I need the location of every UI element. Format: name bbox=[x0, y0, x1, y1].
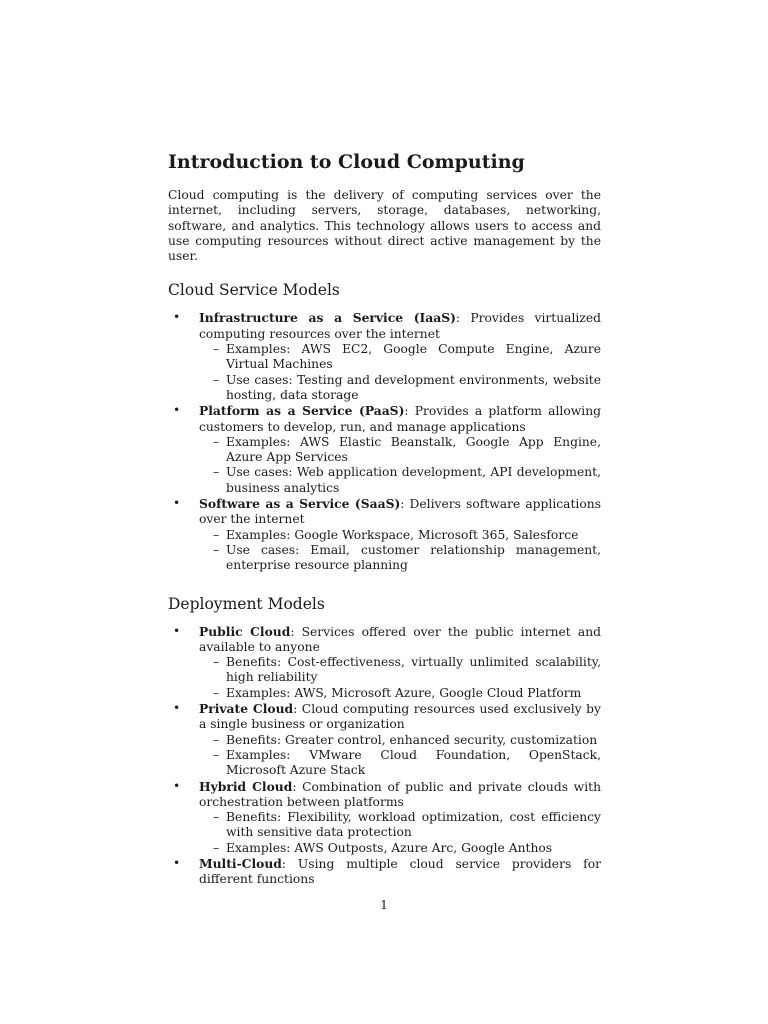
sub-item: – Use cases: Web application development, API development, business analytics bbox=[199, 465, 601, 496]
sub-item: – Benefits: Cost-effectiveness, virtually unlimited scalability, high reliability bbox=[199, 655, 601, 686]
intro-paragraph: Cloud computing is the delivery of computing services over the internet, including servers, storage, databases, networking, software, and analytics. This technology allows users to access and use computing resources without direct active management by the user. bbox=[168, 188, 601, 264]
item-term: Multi-Cloud bbox=[199, 855, 282, 871]
page-number: 1 bbox=[380, 898, 388, 912]
sub-list bbox=[199, 528, 601, 574]
item-term: Hybrid Cloud bbox=[199, 778, 293, 794]
item-description: : Using multiple cloud service providers for different functions bbox=[199, 856, 601, 887]
sub-item: – Benefits: Flexibility, workload optimization, cost efficiency with sensitive data protection bbox=[199, 810, 601, 841]
sub-list bbox=[199, 655, 601, 701]
item-description: : Provides a platform allowing customers to develop, run, and manage applications bbox=[199, 404, 601, 434]
list-item-saas bbox=[168, 496, 601, 573]
sub-list bbox=[199, 733, 601, 779]
sub-item: – Use cases: Email, customer relationship management, enterprise resource planning bbox=[199, 543, 601, 574]
sub-list bbox=[199, 810, 601, 856]
list-item-multi-cloud bbox=[168, 856, 601, 888]
sub-item: – Examples: AWS EC2, Google Compute Engine, Azure Virtual Machines bbox=[199, 342, 601, 373]
sub-item: – Examples: AWS, Microsoft Azure, Google Cloud Platform bbox=[199, 686, 601, 701]
item-term: Infrastructure as a Service (IaaS) bbox=[199, 310, 456, 326]
sub-list bbox=[199, 342, 601, 403]
sub-list bbox=[199, 435, 601, 496]
document-title: Introduction to Cloud Computing bbox=[168, 151, 525, 173]
document-page bbox=[168, 150, 601, 908]
sub-item: – Use cases: Testing and development environments, website hosting, data storage bbox=[199, 373, 601, 404]
list-item-hybrid-cloud bbox=[168, 779, 601, 856]
item-description: : Combination of public and private clouds with orchestration between platforms bbox=[199, 779, 601, 809]
sub-item: – Examples: Google Workspace, Microsoft 365, Salesforce bbox=[199, 528, 601, 543]
service-models-heading: Cloud Service Models bbox=[168, 281, 340, 300]
list-item-public-cloud bbox=[168, 624, 601, 701]
item-description: : Cloud computing resources used exclusively by a single business or organization bbox=[199, 702, 602, 732]
item-term: Platform as a Service (PaaS) bbox=[199, 403, 405, 419]
list-item-private-cloud bbox=[168, 701, 601, 778]
item-description: : Delivers software applications over the internet bbox=[199, 497, 602, 527]
item-term: Software as a Service (SaaS) bbox=[199, 496, 401, 512]
item-term: Public Cloud bbox=[199, 623, 291, 639]
sub-item: – Examples: AWS Outposts, Azure Arc, Google Anthos bbox=[199, 841, 601, 856]
item-description: : Services offered over the public internet and available to anyone bbox=[199, 624, 601, 654]
deployment-models-heading: Deployment Models bbox=[168, 594, 325, 613]
list-item-iaas bbox=[168, 310, 601, 403]
item-term: Private Cloud bbox=[199, 701, 294, 717]
sub-item: – Examples: AWS Elastic Beanstalk, Google App Engine, Azure App Services bbox=[199, 435, 601, 466]
deployment-models-list bbox=[168, 624, 601, 888]
list-item-paas bbox=[168, 403, 601, 496]
sub-item: – Benefits: Greater control, enhanced security, customization bbox=[199, 733, 601, 748]
sub-item: – Examples: VMware Cloud Foundation, OpenStack, Microsoft Azure Stack bbox=[199, 748, 601, 779]
service-models-list bbox=[168, 310, 601, 573]
item-description: : Provides virtualized computing resources over the internet bbox=[199, 311, 601, 341]
